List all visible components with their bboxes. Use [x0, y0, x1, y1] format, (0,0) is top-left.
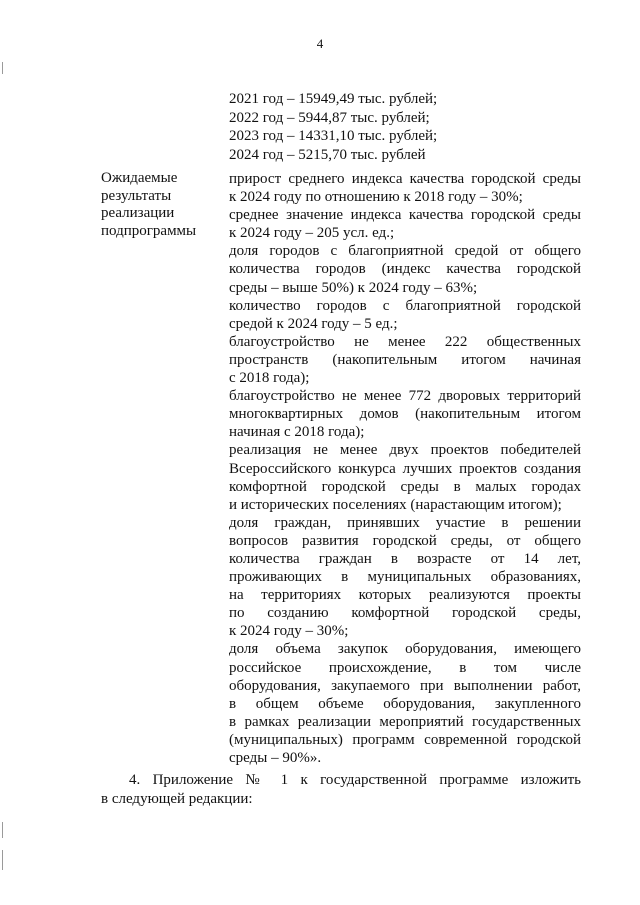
- results-line: комфортной городской среды в малых городах: [229, 478, 581, 495]
- results-line: вопросов развития городской среды, от общего: [229, 532, 581, 549]
- results-line: к 2024 году по отношению к 2018 году – 30%;: [229, 189, 523, 206]
- results-line: к 2024 году – 30%;: [229, 623, 349, 640]
- results-line: оборудования, закупаемого при выполнении работ,: [229, 677, 581, 694]
- row-label-line: подпрограммы: [101, 222, 197, 239]
- amendment-line: в следующей редакции:: [101, 791, 253, 807]
- results-line: с 2018 года);: [229, 370, 310, 387]
- results-line: начиная с 2018 года);: [229, 424, 365, 441]
- row-label-line: Ожидаемые: [101, 170, 178, 186]
- results-line: количества городов (индекс качества городской: [229, 261, 581, 278]
- results-line: проживающих в муниципальных образованиях,: [229, 569, 581, 586]
- results-line: доля объема закупок оборудования, имеющего: [229, 641, 581, 658]
- results-line: среднее значение индекса качества городской среды: [229, 207, 581, 224]
- results-line: и исторических поселениях (нарастающим итогом);: [229, 496, 562, 513]
- results-line: на территориях которых реализуются проекты: [229, 587, 581, 604]
- results-line: прирост среднего индекса качества городской среды: [229, 171, 581, 187]
- results-line: количества граждан в возрасте от 14 лет,: [229, 550, 581, 567]
- results-line: доля городов с благоприятной средой от общего: [229, 243, 581, 260]
- row-label-expected-results: [101, 170, 221, 240]
- results-line: среды – выше 50%) к 2024 году – 63%;: [229, 279, 478, 296]
- results-line: среды – 90%».: [229, 750, 322, 766]
- results-line: доля граждан, принявших участие в решении: [229, 514, 581, 531]
- amendment-line: 4. Приложение № 1 к государственной программе изложить: [129, 772, 581, 788]
- results-line: (муниципальных) программ современной городской: [229, 731, 581, 748]
- budget-line-2022: 2022 год – 5944,87 тыс. рублей;: [229, 109, 430, 126]
- results-line: благоустройство не менее 222 общественных: [229, 333, 581, 350]
- results-line: пространств (накопительным итогом начиная: [229, 351, 581, 368]
- page-number: 4: [316, 36, 324, 51]
- results-line: Всероссийского конкурса лучших проектов создания: [229, 460, 581, 477]
- results-line: реализация не менее двух проектов победителей: [229, 442, 581, 459]
- scan-margin-mark: [2, 850, 3, 870]
- scan-margin-mark: [2, 822, 3, 838]
- budget-line-2024: 2024 год – 5215,70 тыс. рублей: [229, 146, 426, 163]
- results-line: в рамках реализации мероприятий государственных: [229, 713, 581, 730]
- results-line: по созданию комфортной городской среды,: [229, 605, 581, 622]
- results-line: в общем объеме оборудования, закупленного: [229, 695, 581, 712]
- results-line: количество городов с благоприятной городской: [229, 297, 581, 314]
- expected-results-text: [229, 170, 581, 767]
- results-line: средой к 2024 году – 5 ед.;: [229, 315, 398, 332]
- results-line: благоустройство не менее 772 дворовых территорий: [229, 388, 581, 405]
- row-label-line: реализации: [101, 205, 175, 221]
- results-line: многоквартирных домов (накопительным итогом: [229, 406, 581, 423]
- results-line: российское происхождение, в том числе: [229, 659, 581, 676]
- amendment-paragraph: [101, 771, 581, 809]
- budget-line-2021: 2021 год – 15949,49 тыс. рублей;: [229, 91, 438, 107]
- row-label-line: результаты: [101, 187, 172, 204]
- results-line: к 2024 году – 205 усл. ед.;: [229, 225, 395, 242]
- budget-line-2023: 2023 год – 14331,10 тыс. рублей;: [229, 128, 438, 144]
- budget-by-year-list: [229, 90, 589, 164]
- scan-margin-mark: [2, 62, 3, 74]
